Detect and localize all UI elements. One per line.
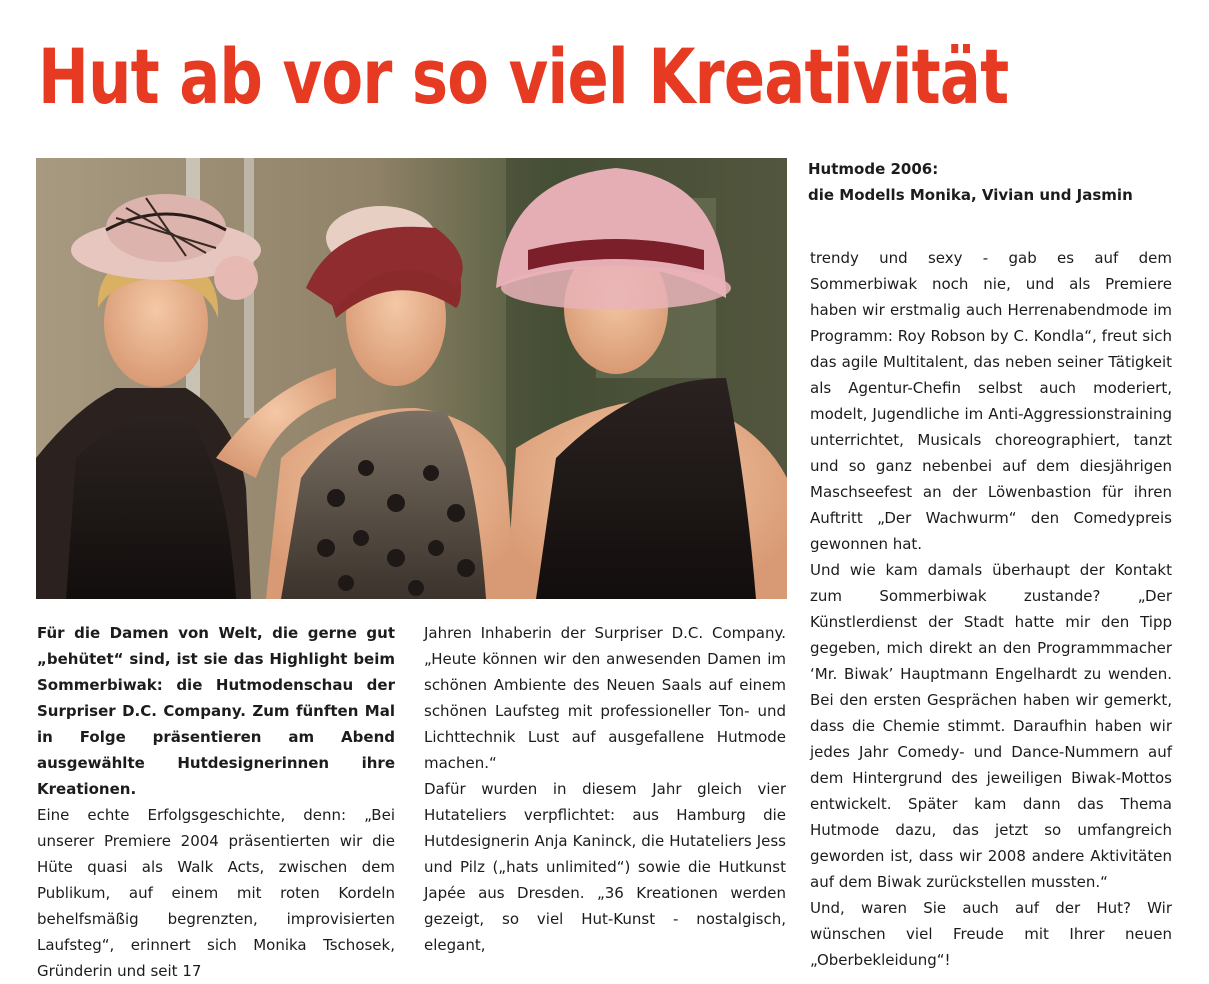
body-paragraph: Eine echte Erfolgsgeschichte, denn: „Bei unserer Premiere 2004 präsentierten wir die Hüte quasi als Walk Acts, zwischen dem Publikum, auf einem mit roten Kordeln behelfsmäßig begrenzten, improvisierten Laufsteg“, erinnert sich Monika Tschosek, Gründerin und seit 17 bbox=[37, 806, 395, 980]
photo-caption-line-2: die Modells Monika, Vivian und Jasmin bbox=[808, 186, 1133, 204]
article-headline: Hut ab vor so viel Kreativität bbox=[38, 32, 1009, 121]
body-paragraph: Dafür wurden in diesem Jahr gleich vier Hutateliers verpflichtet: aus Hamburg die Hutdesignerin Anja Kaninck, die Hutateliers Jess und Pilz („hats unlimited“) sowie die Hutkunst Japée aus Dresden. „36 Kreationen werden gezeigt, so viel Hut-Kunst - nostalgisch, elegant, bbox=[424, 780, 786, 954]
body-paragraph: Und wie kam damals überhaupt der Kontakt zum Sommerbiwak zustande? „Der Künstlerdienst der Stadt hatte mir den Tipp gegeben, mich direkt an den Programmmacher ‘Mr. Biwak’ Hauptmann Engelhardt zu wenden. Bei den ersten Gesprächen haben wir gemerkt, dass die Chemie stimmt. Daraufhin haben wir jedes Jahr Comedy- und Dance-Nummern auf dem Hintergrund des jeweiligen Biwak-Mottos entwickelt. Später kam dann das Thema Hutmode dazu, das jetzt so umfangreich geworden ist, dass wir 2008 andere Aktivitäten auf dem Biwak zurückstellen mussten.“ bbox=[810, 561, 1172, 891]
body-paragraph: trendy und sexy - gab es auf dem Sommerbiwak noch nie, und als Premiere haben wir erstmalig auch Herrenabendmode im Programm: Roy Robson by C. Kondla“, freut sich das agile Multitalent, das neben seiner Tätigkeit als Agentur-Chefin selbst auch moderiert, modelt, Jugendliche im Anti-Aggressionstraining unterrichtet, Musicals choreographiert, tanzt und so ganz nebenbei auf dem diesjährigen Maschseefest an der Löwenbastion für ihren Auftritt „Der Wachwurm“ den Comedypreis gewonnen hat. bbox=[810, 249, 1172, 553]
text-column-3 bbox=[810, 245, 1172, 973]
photo-caption-line-1: Hutmode 2006: bbox=[808, 160, 939, 178]
photo-illustration bbox=[36, 158, 787, 599]
lead-paragraph: Für die Damen von Welt, die gerne gut „behütet“ sind, ist sie das Highlight beim Sommerbiwak: die Hutmodenschau der Surpriser D.C. Company. Zum fünften Mal in Folge präsentieren am Abend ausgewählte Hutdesignerinnen ihre Kreationen. bbox=[37, 624, 395, 798]
article-photo bbox=[36, 158, 787, 599]
photo-caption bbox=[808, 156, 1188, 208]
text-column-2 bbox=[424, 620, 786, 958]
body-paragraph: Jahren Inhaberin der Surpriser D.C. Company. „Heute können wir den anwesenden Damen im schönen Ambiente des Neuen Saals auf einem schönen Laufsteg mit professioneller Ton- und Lichttechnik Lust auf ausgefallene Hutmode machen.“ bbox=[424, 624, 786, 772]
text-column-1 bbox=[37, 620, 395, 984]
closing-paragraph: Und, waren Sie auch auf der Hut? Wir wünschen viel Freude mit Ihrer neuen „Oberbekleidung“! bbox=[810, 899, 1172, 969]
